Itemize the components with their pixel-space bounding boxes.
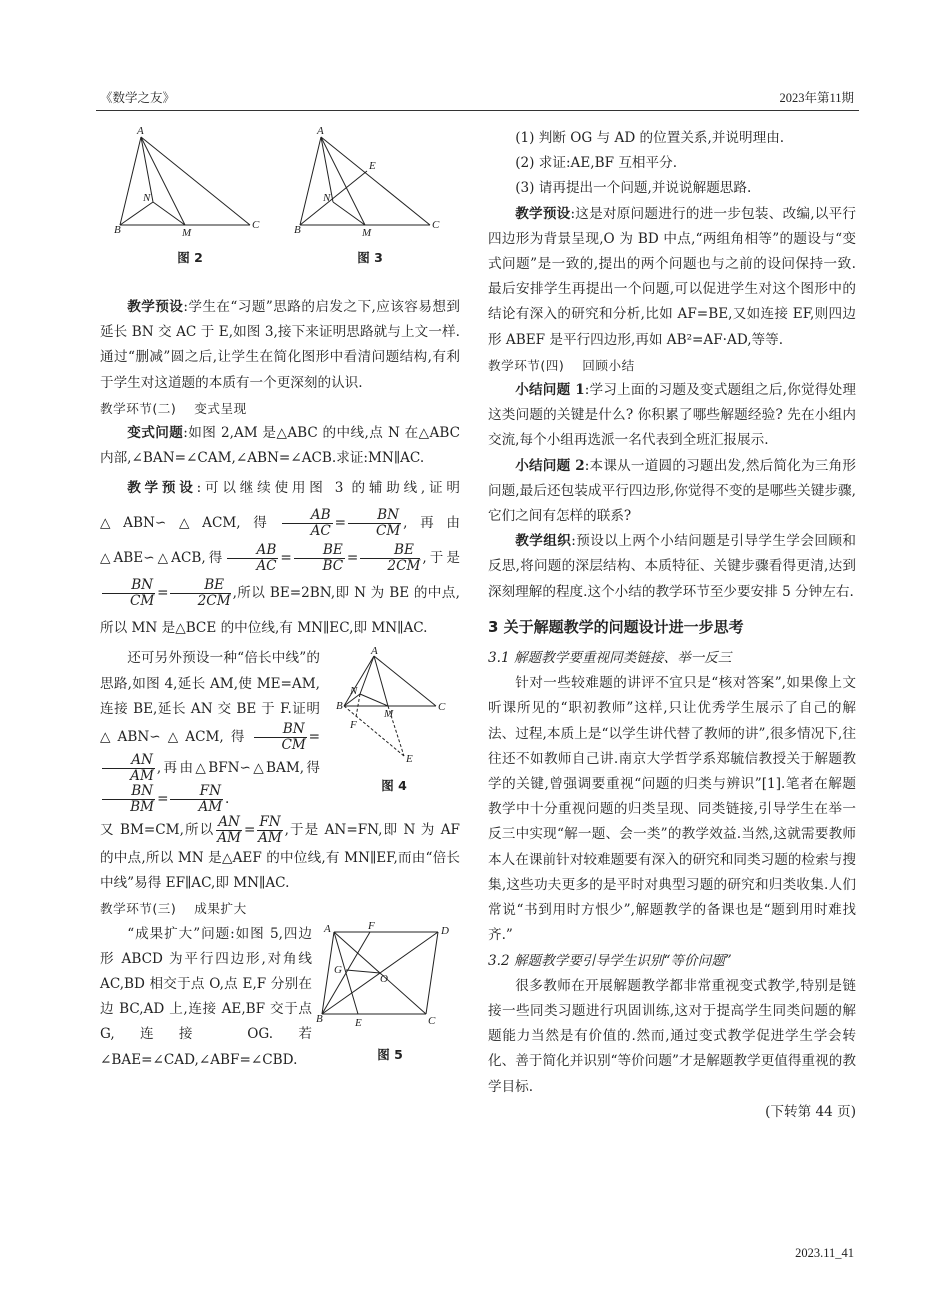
fraction-fn-am: $\frac{FN}{AM}$ bbox=[170, 784, 223, 815]
paragraph-variant-problem bbox=[100, 421, 460, 471]
paragraph-preset-3 bbox=[488, 202, 856, 353]
label-variant: 变式问题 bbox=[127, 425, 184, 442]
paragraph-preset-2: 教学预设:可以继续使用图 3 的辅助线,证明△ABN∽△ACM,得 $\frac{AB}{AC}$ = $\frac{BN}{CM}$ ,再由△ABE∽△ACB,得 $\frac{AB}{AC}$ = $\frac{BE}{BC}$ = $\frac{BE}{2CM}$ ,于是 $\frac{BN}{CM}$ = $\frac{BE}{2CM}$ ,所以 BE=2BN,即 N 为 BE 的中点,所以 MN 是△BCE 的中位线,有 MN∥EC,即 MN∥AC. bbox=[100, 480, 460, 637]
issue-label: 2023年第11期 bbox=[779, 91, 854, 105]
section-3-heading: 3 关于解题教学的问题设计进一步思考 bbox=[488, 617, 744, 636]
label-summary-1: 小结问题 1 bbox=[515, 382, 585, 399]
text-midpoint-b: ,于是 AN=FN,即 N 为 AF 的中点,所以 MN 是△AEF 的中位线,有 MN∥EF,而由“倍长中线”易得 EF∥AC,即 MN∥AC. bbox=[100, 822, 460, 892]
svg-text:F: F bbox=[368, 919, 375, 932]
label-preset-2: 教学预设 bbox=[127, 480, 197, 497]
paragraph-organization bbox=[488, 529, 856, 605]
fraction-bn-cm-2: $\frac{BN}{CM}$ bbox=[102, 578, 155, 609]
text-summary-1: :学习上面的习题及变式题组之后,你觉得处理这类问题的关键是什么? 你积累了哪些解题经验? 先在小组内交流,每个小组再选派一名代表到全班汇报展示. bbox=[488, 382, 856, 449]
fraction-be-2cm: $\frac{BE}{2CM}$ bbox=[360, 543, 420, 574]
svg-text:N: N bbox=[350, 685, 358, 698]
subsection-3-label: 教学环节(三) bbox=[100, 901, 177, 917]
figure-5 bbox=[316, 919, 460, 1063]
svg-text:A: A bbox=[137, 125, 144, 137]
paragraph-midpoint: 又 BM=CM,所以 $\frac{AN}{AM}$ = $\frac{FN}{AM}$ ,于是 AN=FN,即 N 为 AF 的中点,所以 MN 是△AEF 的中位线,有 MN∥EF,而由“倍长中线”易得 EF∥AC,即 MN∥AC. bbox=[100, 814, 460, 892]
figure-3-caption: 图 3 bbox=[357, 250, 383, 266]
text-organization: :预设以上两个小结问题是引导学生学会回顾和反思,将问题的深层结构、本质特征、关键步骤看得更清,达到深刻理解的程度.这个小结的教学环节至少要安排 5 分钟左右. bbox=[488, 533, 856, 600]
svg-text:C: C bbox=[438, 701, 446, 714]
svg-text:O: O bbox=[380, 972, 388, 985]
svg-text:E: E bbox=[406, 753, 413, 766]
question-3: (3) 请再提出一个问题,并说说解题思路. bbox=[515, 180, 752, 197]
paragraph-3-1: 针对一些较难题的讲评不宜只是“核对答案”,如果像上文听课所见的“职初教师”这样,只让优秀学生展示了自己的解法、过程,本质上是“以学生讲代替了教师的讲”,很多情况下,往往还不如教师自己讲.南京大学哲学系郑毓信教授关于解题教学的关键,曾强调要重视“问题的归类与辨识”[1].笔者在解题教学中十分重视问题的归类呈现、同类链接,引导学生在举一反三中实现“解一题、会一类”的教学效益.当然,这就需要教师本人在课前针对较难题要有深入的研究和同类习题的检索与搜集,这些功夫更多的是平时对典型习题的研究和归类收集.人们常说“书到用时方恨少”,解题教学的备课也是“题到用时难找齐.” bbox=[488, 675, 856, 944]
paragraph-summary-1 bbox=[488, 378, 856, 454]
svg-text:F: F bbox=[350, 719, 357, 732]
label-preset: 教学预设 bbox=[127, 299, 184, 315]
paragraph-preset-1 bbox=[100, 295, 460, 396]
figure-5-caption: 图 5 bbox=[377, 1046, 403, 1062]
paragraph-3-2: 很多教师在开展解题教学都非常重视变式教学,特别是链接一些同类习题进行巩固训练,这对于提高学生同类问题的解题能力当然是有价值的.然而,通过变式教学促进学生学会转化、善于简化并识别“等价问题”才是解题教学更值得重视的教学目标. bbox=[488, 977, 856, 1095]
subsection-2 bbox=[100, 396, 460, 421]
journal-title: 《数学之友》 bbox=[100, 90, 176, 105]
figure-4-diagram bbox=[334, 646, 454, 764]
fraction-be-bc: $\frac{BE}{BC}$ bbox=[294, 543, 345, 574]
fraction-be-2cm-2: $\frac{BE}{2CM}$ bbox=[170, 578, 230, 609]
svg-text:E: E bbox=[355, 1016, 362, 1029]
question-1: (1) 判断 OG 与 AD 的位置关系,并说明理由. bbox=[515, 130, 785, 146]
text-variant: :如图 2,AM 是△ABC 的中线,点 N 在△ABC 内部,∠BAN=∠CAM,∠ABN=∠ACB.求证:MN∥AC. bbox=[100, 425, 461, 467]
text-double-median-b: ,再由△BFN∽△BAM,得 bbox=[156, 760, 320, 777]
figure-5-diagram bbox=[316, 919, 460, 1034]
text-double-median-a: 还可另外预设一种“倍长中线”的思路,如图 4,延长 AM,使 ME=AM,连接 BE,延长 AN 交 BE 于 F.证明△ABN∽△ACM,得 bbox=[100, 650, 320, 746]
subsection-4-name: 回顾小结 bbox=[582, 357, 635, 373]
label-preset-3: 教学预设 bbox=[515, 205, 571, 222]
svg-text:G: G bbox=[334, 963, 342, 976]
svg-text:C: C bbox=[432, 219, 440, 231]
figure-2-diagram bbox=[115, 125, 265, 237]
fraction-ab-ac: $\frac{AB}{AC}$ bbox=[282, 508, 333, 539]
page-number: 2023.11_41 bbox=[795, 1246, 854, 1260]
fraction-fn-am-2: $\frac{FN}{AM}$ bbox=[258, 814, 282, 847]
svg-text:B: B bbox=[294, 224, 301, 236]
right-column bbox=[488, 126, 856, 1125]
svg-text:B: B bbox=[336, 700, 343, 713]
text-preset-2a: :可以继续使用图 3 的辅助线,证明△ABN∽△ACM,得 bbox=[100, 480, 460, 532]
left-column bbox=[100, 125, 460, 1073]
question-2: (2) 求证:AE,BF 互相平分. bbox=[515, 155, 678, 172]
figure-2-caption: 图 2 bbox=[177, 250, 203, 266]
text-preset-3: :这是对原问题进行的进一步包装、改编,以平行四边形为背景呈现,O 为 BD 中点,“两组角相等”的题设与“变式问题”是一致的,提出的两个问题也与之前的设问保持一致.最后安排学生再提出一个问题,可以促进学生对这个图形中的结论有深入的研究和分析,比如 AF=BE,又如连接 EF,则四边形 ABEF 是平行四边形,再如 AB²=AF·AD,等等. bbox=[488, 205, 856, 348]
svg-text:C: C bbox=[252, 219, 260, 231]
svg-text:M: M bbox=[362, 227, 372, 239]
fraction-ab-ac-2: $\frac{AB}{AC}$ bbox=[227, 543, 278, 574]
subsection-3 bbox=[100, 896, 460, 921]
fraction-bn-cm-3: $\frac{BN}{CM}$ bbox=[254, 722, 307, 753]
figure-row-2-3 bbox=[100, 125, 460, 275]
continued-note: (下转第 44 页) bbox=[765, 1103, 856, 1120]
label-organization: 教学组织 bbox=[515, 533, 572, 550]
figure-3-diagram bbox=[295, 125, 445, 237]
fraction-an-am: $\frac{AN}{AM}$ bbox=[102, 753, 155, 784]
svg-text:E: E bbox=[369, 160, 376, 172]
figure-4-caption: 图 4 bbox=[381, 777, 407, 793]
figure-4 bbox=[328, 646, 460, 793]
svg-text:B: B bbox=[316, 1012, 323, 1025]
fraction-bn-bm: $\frac{BN}{BM}$ bbox=[102, 784, 155, 815]
header-rule bbox=[96, 110, 859, 111]
svg-text:A: A bbox=[371, 645, 378, 658]
svg-text:M: M bbox=[384, 708, 394, 721]
subsection-3-1: 3.1 解题教学要重视同类链接、举一反三 bbox=[488, 650, 732, 667]
subsection-3-2: 3.2 解题教学要引导学生识别“等价问题” bbox=[488, 952, 732, 969]
text-midpoint-a: 又 BM=CM,所以 bbox=[100, 822, 215, 839]
svg-text:C: C bbox=[428, 1014, 436, 1027]
svg-text:D: D bbox=[441, 924, 449, 937]
subsection-3-name: 成果扩大 bbox=[194, 901, 247, 917]
figure-2 bbox=[115, 125, 265, 266]
svg-text:A: A bbox=[317, 125, 324, 137]
paragraph-double-median: 还可另外预设一种“倍长中线”的思路,如图 4,延长 AM,使 ME=AM,连接 BE,延长 AN 交 BE 于 F.证明△ABN∽△ACM,得 $\frac{BN}{CM}$ = $\frac{AN}{AM}$ ,再由△BFN∽△BAM,得 $\frac{BN}{BM}$ = $\frac{FN}{AM}$ . bbox=[100, 650, 320, 816]
text-preset-2d: ,所以 BE=2BN,即 N 为 BE 的中点,所以 MN 是△BCE 的中位线,有 MN∥EC,即 MN∥AC. bbox=[100, 585, 460, 637]
subsection-4 bbox=[488, 353, 856, 378]
svg-text:A: A bbox=[324, 922, 331, 935]
svg-text:M: M bbox=[182, 227, 192, 239]
subsection-2-label: 教学环节(二) bbox=[100, 400, 177, 416]
text-preset-1: :学生在“习题”思路的启发之下,应该容易想到延长 BN 交 AC 于 E,如图 3,接下来证明思路就与上文一样.通过“删减”圆之后,让学生在简化图形中看清问题结构,有利于学生对这道题的本质有一个更深刻的认识. bbox=[100, 299, 460, 391]
paragraph-summary-2 bbox=[488, 454, 856, 530]
fraction-bn-cm: $\frac{BN}{CM}$ bbox=[348, 508, 401, 539]
text-preset-2b: ,再由△ABE∽△ACB,得 bbox=[100, 515, 460, 567]
figure-3 bbox=[295, 125, 445, 266]
text-extension: “成果扩大”问题:如图 5,四边形 ABCD 为平行四边形,对角线 AC,BD 相交于点 O,点 E,F 分别在边 BC,AD 上,连接 AE,BF 交于点 G,连接 OG.若∠BAE=∠CAD,∠ABF=∠CBD. bbox=[100, 925, 312, 1068]
svg-text:N: N bbox=[143, 192, 151, 204]
svg-text:B: B bbox=[114, 224, 121, 236]
text-summary-2: :本课从一道圆的习题出发,然后简化为三角形问题,最后还包装成平行四边形,你觉得不变的是哪些关键步骤,它们之间有怎样的联系? bbox=[488, 457, 856, 525]
fraction-an-am-2: $\frac{AN}{AM}$ bbox=[217, 814, 241, 847]
svg-text:N: N bbox=[323, 192, 331, 204]
label-summary-2: 小结问题 2 bbox=[515, 457, 585, 474]
subsection-2-name: 变式呈现 bbox=[194, 400, 247, 416]
text-preset-2c: ,于是 bbox=[422, 550, 460, 567]
subsection-4-label: 教学环节(四) bbox=[488, 357, 565, 373]
